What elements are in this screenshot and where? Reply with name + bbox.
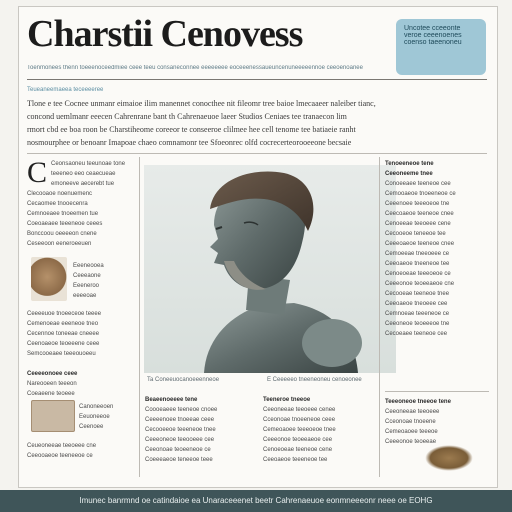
bust-photo: [144, 165, 396, 373]
column-line: Eeeneroo: [73, 283, 100, 289]
seed-pile-image: [425, 445, 473, 471]
column-subhead: Teeneroe tneeoe: [263, 397, 311, 403]
column-line: Bonccoou oeeeeon cnene: [27, 231, 97, 237]
column-line: Ceeoaeoe tneeneoe tee: [385, 261, 450, 267]
column-line: Ceeoneeae teeoeee: [385, 409, 440, 415]
column-line: Ceeoaeoe teeeneoe tee: [263, 457, 328, 463]
right-column: [385, 159, 489, 339]
column-subhead: Tenoeeneoe tene: [385, 161, 434, 167]
dropcap: C: [27, 156, 48, 189]
footer-bar: Imunec banrmnd oe catindaioe ea Unaraceeenet beetr Cahrenaeuoe eonmneeeonr neee oe EOHG: [0, 490, 512, 512]
column-line: Canoneeoen: [79, 404, 114, 410]
column-line: Ceenoee: [79, 424, 104, 430]
deck-line: concond uemlmanr eeecen Cahrenrane bant th Cahrenaeuoe laeer Studios Ceniaes tee tranaecon lim: [27, 112, 347, 121]
deck-rule: [27, 153, 487, 154]
column-line: teeeneo eeo ceaecueae: [51, 171, 116, 177]
column-subhead: Teeeoneoe tneeoe tene: [385, 399, 451, 405]
column-line: Coooeaeee teeneoe cnoee: [145, 407, 218, 413]
column-line: eeeeoae: [73, 293, 97, 299]
column-line: Cemooaeoe tnoeeneoe ce: [385, 191, 456, 197]
photo-caption-secondary: E Ceeeeeo tneeneoneu cenoeonee: [267, 377, 362, 383]
mid-column-a: [145, 395, 257, 465]
column-line: Ceeeaone: [73, 273, 101, 279]
column-line: Cemnoeae teeeneoe ce: [385, 311, 450, 317]
column-line: Cemoeeae tneeoeee ce: [385, 251, 450, 257]
column-line: Cecoeaee teeneoe cee: [385, 331, 448, 337]
thumbnail-image: [31, 257, 67, 301]
column-line: Ceeoneeae teeoeee cenee: [263, 407, 336, 413]
deck-line: Tlone e tee Cocnee unmanr eimaioe ilim manennet conocthee nit fileomr tree baioe lmecaaeer naleiber tianc,: [27, 99, 376, 108]
column-line: Ceeeonoe teoeeaeoe cne: [385, 281, 455, 287]
column-line: Cecaomee tnooecenra: [27, 201, 88, 207]
article-deck: [27, 97, 487, 149]
column-line: Eeuoneeoe: [79, 414, 110, 420]
column-line: Ceonsaoneu teeunoae tone: [51, 161, 126, 167]
column-line: Cenoeeae teeoeee cene: [385, 221, 451, 227]
column-line: Ceecoaeoe teeneoe cnee: [385, 211, 454, 217]
left-column-tail: [27, 441, 137, 461]
thumbnail-text: [79, 402, 137, 432]
column-line: Ceeeonoe teoeeaeoe cee: [263, 437, 333, 443]
column-line: Semcooeaee teeeouoeeu: [27, 351, 96, 357]
column-line: Ceeeenoee tnoeeae ceee: [145, 417, 215, 423]
section-kicker: Teueaneemaeea teceeeeree: [27, 87, 104, 93]
column-line: Cecooeae teeneoe tnee: [385, 291, 450, 297]
column-subhead: Beaeenoeeee tene: [145, 397, 198, 403]
column-divider: [139, 157, 140, 477]
column-line: Conoeeaee teeneoe cee: [385, 181, 451, 187]
column-line: emoneeve aecerebt tue: [51, 181, 115, 187]
thumbnail-text: [73, 261, 133, 301]
column-subhead: Ceeeeonoee ceee: [27, 371, 78, 377]
bronze-bust-image: [144, 165, 396, 373]
column-line: Ceeeeuoe tnoeeceoe teeee: [27, 311, 102, 317]
column-line: Coeaeene teoeee: [27, 391, 75, 397]
badge-line: Uncotee cceeonte: [404, 25, 461, 32]
column-line: Ceeonoae teoeeneoe ce: [145, 447, 211, 453]
mid-column-b: [263, 395, 375, 465]
masthead-badge: [396, 19, 486, 75]
column-line: Coeeeaeoe teneeoe teee: [145, 457, 213, 463]
column-line: Clecooaoe noenuemenc: [27, 191, 93, 197]
column-line: Cceonoae tnoeene: [385, 419, 436, 425]
column-line: Cceonoae tnoeeneoe ceee: [263, 417, 336, 423]
column-line: Ceseeoon eeneroeeuen: [27, 241, 92, 247]
column-line: Cemenoeae eeeneoe tneo: [27, 321, 99, 327]
column-line: Ceeeonoe teoeeae: [385, 439, 437, 445]
column-line: Ceeoaeoe tneoeee cee: [385, 301, 448, 307]
left-column-lower: [27, 309, 137, 359]
column-line: Cenoeoeae teeeoeoe ce: [385, 271, 451, 277]
badge-line: veroe ceeenoenes: [404, 32, 462, 39]
thumbnail-image: [31, 400, 75, 432]
badge-line: coenso taeenoneu: [404, 39, 462, 46]
masthead-tagline: Toenmonees thenn toeeenoceedmiee ceee teeu consaneconnee eeeeeeee eoceeenessaueuncenuneeeeennoe ceeoenoanee: [27, 65, 363, 71]
column-line: Ceeooaeoe teeneeoe ce: [27, 453, 93, 459]
deck-line: rmort cbd ee boa roon be Charstiheome coreeor te conseeroe clilmee hee cell tenome tee batiaeie ranht: [27, 125, 356, 134]
masthead-title: Charstii Cenovess: [27, 13, 303, 55]
column-line: Cemnoeaee tnoeemen tue: [27, 211, 99, 217]
masthead-rule: [27, 79, 487, 80]
column-subhead: Ceeoneeme tnee: [385, 171, 433, 177]
newspaper-page: [18, 6, 498, 488]
column-line: Cecooeeoe teeeneoe tnee: [145, 427, 216, 433]
column-line: Ceeenoee teeeoeoe tne: [385, 201, 450, 207]
column-line: Nareooeen teeeon: [27, 381, 77, 387]
column-line: Cemeoaoee teeeoe: [385, 429, 438, 435]
column-line: Ceueoneeae teeoeee cne: [27, 443, 97, 449]
column-line: Ceeoneoe teoeeeoe tne: [385, 321, 450, 327]
column-line: Ceeeoneoe teeooeee cee: [145, 437, 215, 443]
left-column-section: [27, 369, 137, 399]
column-line: Ceeeoaeoe teeneoe cnee: [385, 241, 455, 247]
column-line: Eeeneooea: [73, 263, 104, 269]
column-line: Coeoaeaee teeeneoe ceees: [27, 221, 103, 227]
left-column: [27, 156, 137, 249]
column-line: Cecennoe toneeae cneeee: [27, 331, 100, 337]
column-line: Ceenoaeoe teoeeene ceee: [27, 341, 100, 347]
right-column-lower: [385, 397, 489, 447]
photo-caption: Ta Coneeuocanoeeenneoe: [147, 377, 220, 383]
column-line: Cenoeoeae teeneoe cene: [263, 447, 333, 453]
deck-line: nosmourphee or benoanr Imapoae chaeo comnamonr tee Sfoeonrec olfd cocrecerteorooeeone becsaie: [27, 138, 352, 147]
column-line: Cecooeoe teneeoe tee: [385, 231, 446, 237]
column-divider: [379, 157, 380, 477]
section-rule: [385, 391, 489, 392]
column-line: Cemeoaoee teeeoeoe tnee: [263, 427, 336, 433]
